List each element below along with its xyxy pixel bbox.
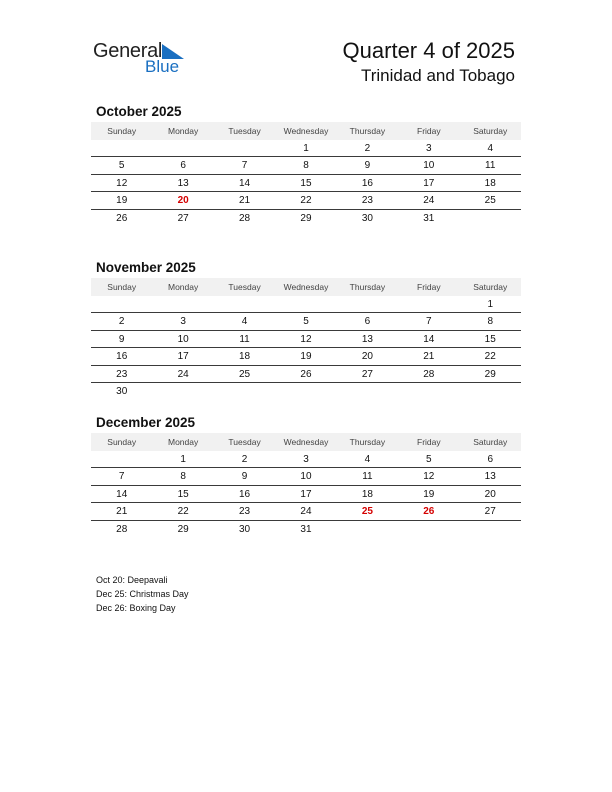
holiday-notes	[96, 573, 189, 615]
day-cell	[275, 296, 336, 312]
weekday-label: Thursday	[349, 126, 386, 136]
day-cell: 24	[423, 195, 435, 207]
week-row	[91, 296, 521, 313]
logo	[93, 40, 193, 80]
day-cell	[214, 296, 275, 312]
day-cell: 18	[238, 351, 251, 363]
day-cell	[460, 210, 521, 227]
weekday-label: Friday	[417, 437, 441, 447]
day-cell: 23	[116, 368, 128, 380]
day-cell	[91, 140, 152, 156]
weekday-label: Sunday	[107, 126, 137, 136]
day-cell	[275, 383, 336, 400]
day-cell: 15	[484, 333, 496, 345]
day-cell: 4	[487, 143, 494, 154]
calendar-grid	[91, 278, 521, 400]
day-cell: 14	[116, 488, 128, 500]
day-cell: 10	[423, 160, 435, 172]
week-row	[91, 157, 521, 174]
day-cell: 28	[238, 212, 251, 224]
day-cell: 30	[361, 212, 373, 224]
weekday-label: Wednesday	[283, 282, 329, 292]
day-cell: 27	[177, 212, 189, 224]
day-cell: 2	[118, 316, 125, 328]
day-cell: 3	[180, 316, 186, 328]
day-cell	[337, 296, 398, 312]
day-cell: 11	[362, 471, 373, 483]
day-cell	[152, 296, 213, 312]
month-title: November 2025	[96, 260, 196, 275]
day-cell: 29	[484, 368, 496, 380]
day-cell: 19	[300, 351, 312, 363]
day-cell: 8	[487, 316, 494, 328]
day-cell: 13	[177, 177, 189, 189]
holiday-note: Dec 25: Christmas Day	[96, 589, 189, 599]
week-row	[91, 383, 521, 400]
day-cell: 1	[487, 299, 494, 310]
day-cell: 22	[177, 506, 189, 518]
calendar-grid	[91, 433, 521, 538]
day-cell: 17	[300, 488, 312, 500]
logo-general-text: General	[93, 40, 163, 62]
week-row	[91, 192, 521, 209]
day-cell	[152, 140, 213, 156]
weekday-label: Sunday	[107, 282, 137, 292]
day-cell: 7	[426, 316, 432, 328]
day-cell: 29	[300, 212, 312, 224]
day-cell: 28	[423, 368, 435, 380]
month-title: October 2025	[96, 104, 182, 119]
day-cell: 14	[238, 177, 251, 189]
weekday-label: Tuesday	[228, 282, 261, 292]
day-cell	[152, 383, 213, 400]
day-cell: 16	[116, 351, 128, 363]
month-title: December 2025	[96, 415, 196, 430]
day-cell: 9	[118, 333, 125, 345]
day-cell	[398, 296, 459, 312]
day-cell: 11	[485, 160, 496, 172]
day-cell: 22	[300, 195, 312, 207]
weekday-label: Monday	[168, 282, 199, 292]
weekday-label: Friday	[417, 282, 441, 292]
day-cell: 18	[361, 488, 373, 500]
day-cell: 21	[238, 195, 251, 207]
day-cell: 16	[361, 177, 373, 189]
day-cell: 24	[300, 506, 312, 518]
day-cell: 26	[116, 212, 128, 224]
week-row	[91, 313, 521, 330]
holiday-note: Dec 26: Boxing Day	[96, 603, 176, 613]
holiday-day-cell: 25	[361, 506, 373, 518]
weekday-label: Monday	[168, 126, 199, 136]
week-row	[91, 210, 521, 227]
day-cell: 2	[364, 143, 371, 154]
holiday-note: Oct 20: Deepavali	[96, 575, 168, 585]
day-cell: 31	[423, 212, 435, 224]
day-cell: 10	[300, 471, 312, 483]
day-cell: 6	[487, 454, 494, 465]
weekday-header-row	[91, 278, 521, 296]
weekday-label: Friday	[417, 126, 441, 136]
day-cell: 20	[361, 351, 373, 363]
day-cell: 25	[484, 195, 496, 207]
day-cell: 23	[361, 195, 373, 207]
day-cell: 15	[177, 488, 189, 500]
day-cell: 5	[303, 316, 309, 328]
day-cell: 18	[484, 177, 496, 189]
day-cell: 27	[361, 368, 373, 380]
day-cell: 14	[423, 333, 435, 345]
day-cell: 1	[303, 143, 309, 154]
logo-blue-text: Blue	[145, 57, 180, 76]
weekday-label: Wednesday	[283, 126, 329, 136]
day-cell: 19	[116, 195, 128, 207]
day-cell: 9	[241, 471, 248, 483]
day-cell: 1	[180, 454, 186, 465]
day-cell: 25	[238, 368, 251, 380]
day-cell: 12	[423, 471, 435, 483]
day-cell: 6	[364, 316, 371, 328]
day-cell: 8	[180, 471, 186, 483]
day-cell: 21	[423, 351, 435, 363]
day-cell	[214, 383, 275, 400]
weekday-label: Monday	[168, 437, 199, 447]
day-cell	[337, 383, 398, 400]
day-cell: 7	[118, 471, 125, 483]
day-cell: 13	[484, 471, 496, 483]
day-cell	[91, 296, 152, 312]
day-cell: 24	[177, 368, 189, 380]
day-cell: 29	[177, 523, 189, 535]
day-cell	[91, 451, 152, 467]
day-cell: 12	[116, 177, 128, 189]
week-row	[91, 140, 521, 157]
weekday-label: Wednesday	[283, 437, 329, 447]
week-row	[91, 468, 521, 485]
week-row	[91, 451, 521, 468]
day-cell: 9	[364, 160, 371, 172]
day-cell: 17	[423, 177, 435, 189]
day-cell: 30	[116, 385, 128, 397]
week-row	[91, 175, 521, 192]
day-cell: 31	[300, 523, 312, 535]
weekday-label: Thursday	[349, 282, 386, 292]
weekday-label: Tuesday	[228, 437, 261, 447]
day-cell: 8	[303, 160, 309, 172]
page-title: Quarter 4 of 2025	[342, 38, 515, 63]
day-cell: 11	[239, 333, 250, 345]
weekday-label: Sunday	[107, 437, 137, 447]
day-cell: 12	[300, 333, 312, 345]
week-row	[91, 486, 521, 503]
day-cell: 7	[241, 160, 248, 172]
day-cell: 21	[116, 506, 128, 518]
day-cell: 19	[423, 488, 435, 500]
weekday-label: Saturday	[473, 126, 508, 136]
week-row	[91, 521, 521, 538]
day-cell	[398, 521, 459, 538]
day-cell: 3	[426, 143, 432, 154]
weekday-header-row	[91, 122, 521, 140]
day-cell	[398, 383, 459, 400]
day-cell: 3	[303, 454, 309, 465]
week-row	[91, 503, 521, 520]
day-cell	[337, 521, 398, 538]
holiday-day-cell: 26	[423, 506, 435, 518]
day-cell	[214, 140, 275, 156]
day-cell: 13	[361, 333, 373, 345]
day-cell: 28	[116, 523, 128, 535]
day-cell: 27	[484, 506, 496, 518]
weekday-header-row	[91, 433, 521, 451]
day-cell: 20	[484, 488, 496, 500]
week-row	[91, 348, 521, 365]
day-cell: 23	[238, 506, 251, 518]
day-cell: 30	[238, 523, 251, 535]
day-cell: 4	[364, 454, 371, 465]
day-cell: 15	[300, 177, 312, 189]
day-cell: 26	[300, 368, 312, 380]
page-subtitle: Trinidad and Tobago	[360, 66, 515, 85]
day-cell: 17	[177, 351, 189, 363]
day-cell: 5	[118, 160, 125, 172]
weekday-label: Saturday	[473, 282, 508, 292]
day-cell	[460, 383, 521, 400]
week-row	[91, 331, 521, 348]
day-cell: 10	[177, 333, 189, 345]
day-cell: 22	[484, 351, 496, 363]
weekday-label: Saturday	[473, 437, 508, 447]
day-cell: 2	[241, 454, 248, 465]
day-cell: 6	[180, 160, 186, 172]
day-cell: 5	[426, 454, 432, 465]
day-cell	[460, 521, 521, 538]
week-row	[91, 366, 521, 383]
calendar-grid	[91, 122, 521, 227]
weekday-label: Thursday	[349, 437, 386, 447]
day-cell: 4	[241, 316, 248, 328]
weekday-label: Tuesday	[228, 126, 261, 136]
holiday-day-cell: 20	[177, 195, 189, 207]
day-cell: 16	[238, 488, 251, 500]
